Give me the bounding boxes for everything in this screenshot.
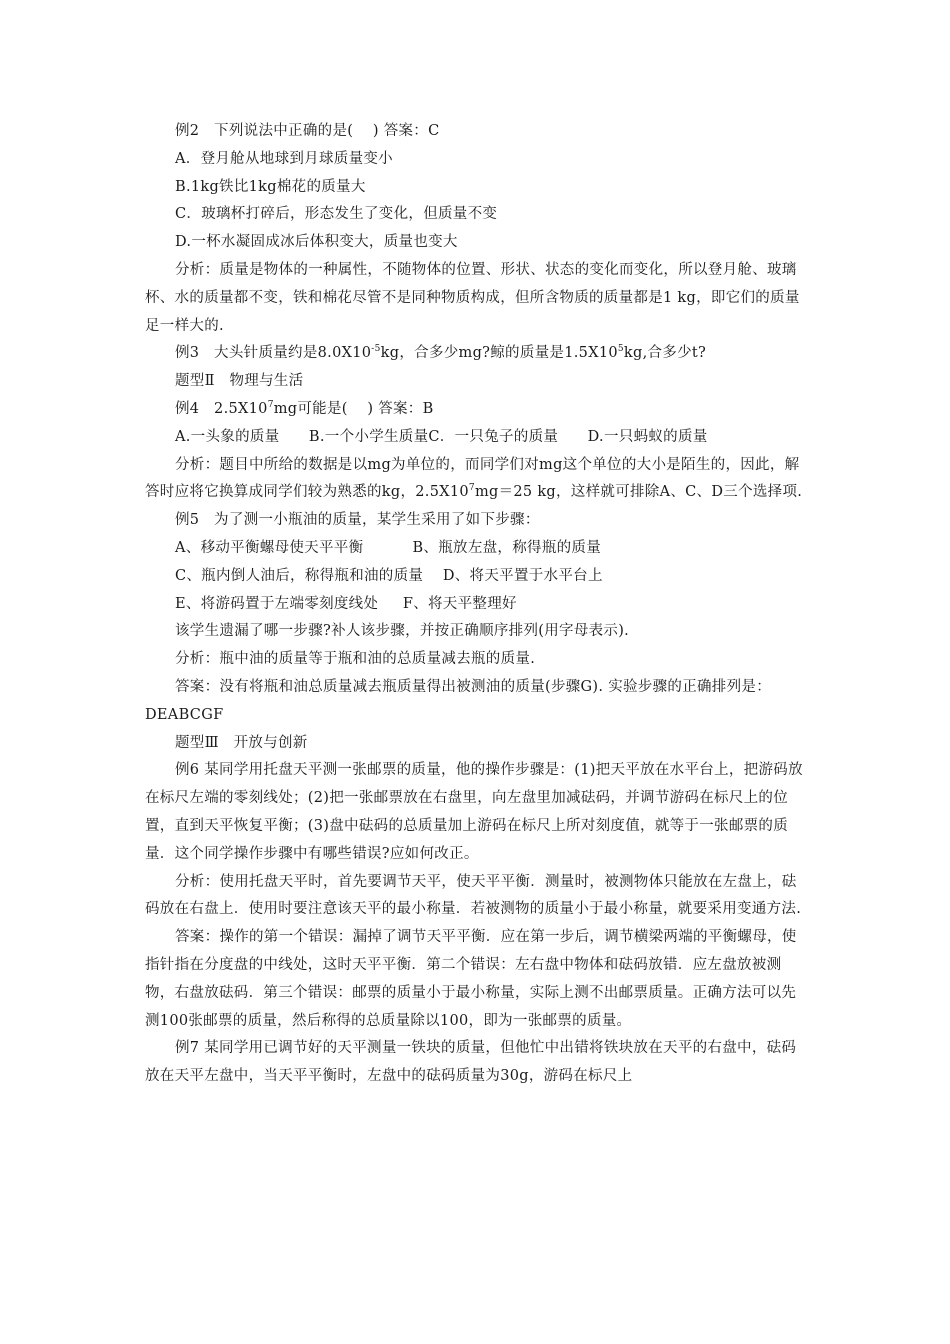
example-4-options: A.一头象的质量 B.一个小学生质量C．一只兔子的质量 D.一只蚂蚁的质量	[175, 428, 708, 445]
example-5-analysis: 分析：瓶中油的质量等于瓶和油的总质量减去瓶的质量.	[175, 651, 536, 668]
text-run: 例4 2.5X10	[175, 400, 268, 417]
exponent: 7	[468, 483, 475, 494]
example-5-steps-ef: E、将游码置于左端零刻度线处 F、将天平整理好	[175, 595, 517, 612]
example-2-question: 例2 下列说法中正确的是( ) 答案：C	[175, 123, 440, 139]
section-heading-2: 题型Ⅱ 物理与生活	[175, 373, 304, 390]
document-page	[145, 118, 810, 1091]
example-3-question	[145, 340, 810, 368]
example-4-analysis	[145, 452, 810, 508]
text-run: mg＝25 kg，这样就可排除A、C、D三个选择项.	[474, 484, 803, 501]
example-6-analysis: 分析：使用托盘天平时，首先要调节天平，使天平平衡．测量时，被测物体只能放在左盘上，砝码放在右盘上．使用时要注意该天平的最小称量．若被测物的质量小于最小称量，就要采用变通方法.	[145, 873, 802, 918]
example-2-option-c: C．玻璃杯打碎后，形态发生了变化，但质量不变	[175, 206, 498, 223]
example-2-option-d: D.一杯水凝固成冰后体积变大，质量也变大	[175, 234, 458, 251]
example-5-prompt: 该学生遗漏了哪一步骤?补人该步骤，并按正确顺序排列(用字母表示).	[175, 623, 630, 640]
example-4-question	[145, 396, 810, 424]
text-run: mg可能是( ) 答案：B	[273, 400, 434, 417]
example-6-answer: 答案：操作的第一个错误：漏掉了调节天平平衡．应在第一步后，调节横梁两端的平衡螺母，使指针指在分度盘的中线处，这时天平平衡．第二个错误：左右盘中物体和砝码放错．应左盘放被测物，右盘放砝码．第三个错误：邮票的质量小于最小称量，实际上测不出邮票质量。正确方法可以先测100张邮票的质量，然后称得的总质量除以100，即为一张邮票的质量。	[145, 929, 797, 1029]
example-2-analysis: 分析：质量是物体的一种属性，不随物体的位置、形状、状态的变化而变化，所以登月舱、玻璃杯、水的质量都不变，铁和棉花尽管不是同种物质构成，但所含物质的质量都是1 kg，即它们的质量足一样大的.	[145, 261, 800, 334]
example-2-option-b: B.1kg铁比1kg棉花的质量大	[175, 178, 366, 195]
text-run: 分析：题目中所给的数据是以mg为单位的，而同学们对mg这个单位的大小是陌生的，因此，解答时应将它换算成同学们较为熟悉的kg，2.5X10	[145, 456, 800, 501]
section-heading-3: 题型Ⅲ 开放与创新	[175, 734, 308, 751]
example-5-steps-ab: A、移动平衡螺母使天平平衡 B、瓶放左盘，称得瓶的质量	[175, 539, 602, 556]
example-5-question: 例5 为了测一小瓶油的质量，某学生采用了如下步骤：	[175, 512, 540, 529]
example-6-question: 例6 某同学用托盘天平测一张邮票的质量，他的操作步骤是：(1)把天平放在水平台上，把游码放在标尺左端的零刻线处；(2)把一张邮票放在右盘里，向左盘里加减砝码，并调节游码在标尺上的位置，直到天平恢复平衡；(3)盘中砝码的总质量加上游码在标尺上所对刻度值，就等于一张邮票的质量．这个同学操作步骤中有哪些错误?应如何改正。	[145, 762, 803, 862]
example-5-steps-cd: C、瓶内倒人油后，称得瓶和油的质量 D、将天平置于水平台上	[175, 567, 603, 584]
example-2-option-a: A．登月舱从地球到月球质量变小	[175, 150, 393, 167]
text-run: kg,合多少t?	[623, 345, 707, 362]
exponent: -5	[371, 344, 381, 355]
text-run: kg，合多少mg?鲸的质量是1.5X10	[380, 345, 618, 362]
example-5-answer: 答案：没有将瓶和油总质量减去瓶质量得出被测油的质量(步骤G). 实验步骤的正确排列是：DEABCGF	[145, 678, 772, 723]
exponent: 7	[267, 399, 274, 410]
text-run: 例3 大头针质量约是8.0X10	[175, 345, 372, 362]
example-7-question: 例7 某同学用已调节好的天平测量一铁块的质量，但他忙中出错将铁块放在天平的右盘中，砝码放在天平左盘中，当天平平衡时，左盘中的砝码质量为30g，游码在标尺上	[145, 1040, 797, 1085]
exponent: 5	[617, 344, 624, 355]
